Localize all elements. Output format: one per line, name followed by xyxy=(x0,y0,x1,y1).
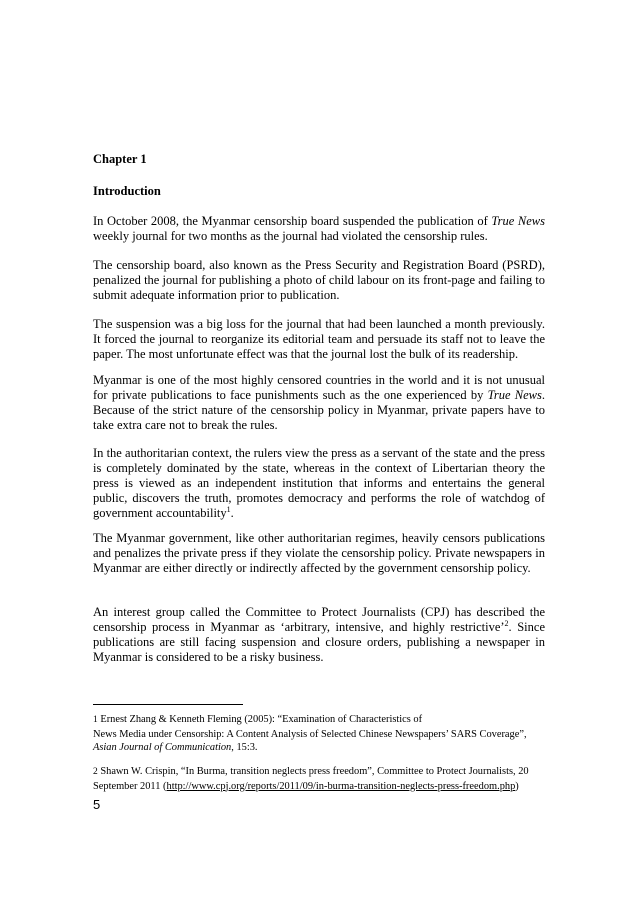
paragraph-4-emphasis: True News xyxy=(487,388,542,402)
paragraph-5 xyxy=(93,446,545,521)
paragraph-7-text-b: . Since publications are still facing suspension and closure orders, publishing a newspaper in Myanmar is considered to be a risky business. xyxy=(93,620,545,664)
paragraph-1-emphasis: True News xyxy=(491,214,545,228)
paragraph-3: The suspension was a big loss for the journal that had been launched a month previously. It forced the journal to reorganize its editorial team and persuade its staff not to leave the paper. The most unfortunate effect was that the journal lost the bulk of its readership. xyxy=(93,317,545,361)
paragraph-7-text-a: An interest group called the Committee to Protect Journalists (CPJ) has described the censorship process in Myanmar as ‘arbitrary, intensive, and highly restrictive’ xyxy=(93,605,545,634)
footnote-2-link[interactable]: http://www.cpj.org/reports/2011/09/in-burma-transition-neglects-press-freedom.php xyxy=(166,780,516,792)
paragraph-4-text-a: Myanmar is one of the most highly censored countries in the world and it is not unusual for private publications to face punishments such as the one experienced by xyxy=(93,373,545,402)
footnote-1-text-c: , 15:3. xyxy=(231,742,258,753)
paragraph-2: The censorship board, also known as the Press Security and Registration Board (PSRD), penalized the journal for publishing a photo of child labour on its front-page and failing to submit adequate information prior to publication. xyxy=(93,258,545,302)
paragraph-4-text-b: . Because of the strict nature of the censorship policy in Myanmar, private papers have to take extra care not to break the rules. xyxy=(93,388,545,432)
section-heading: Introduction xyxy=(93,184,161,198)
footnote-ref-1[interactable]: 1 xyxy=(226,504,231,514)
footnote-1-text-b: News Media under Censorship: A Content Analysis of Selected Chinese Newspapers’ SARS Coverage”, xyxy=(93,728,527,740)
footnote-2-number: 2 xyxy=(93,767,98,777)
paragraph-6: The Myanmar government, like other authoritarian regimes, heavily censors publications and penalizes the private press if they violate the censorship policy. Private newspapers in Myanmar are either directly or indirectly affected by the government censorship policy. xyxy=(93,531,545,575)
footnote-ref-2[interactable]: 2 xyxy=(504,618,509,628)
footnote-1 xyxy=(93,713,545,755)
chapter-label: Chapter 1 xyxy=(93,152,147,166)
paragraph-1-text-a: In October 2008, the Myanmar censorship board suspended the publication of xyxy=(93,214,492,228)
paragraph-5-text-b: . xyxy=(230,506,234,520)
footnote-1-number: 1 xyxy=(93,715,98,725)
footnote-2 xyxy=(93,765,545,793)
footnote-1-journal: Asian Journal of Communication xyxy=(93,742,232,753)
footnote-divider xyxy=(93,704,243,705)
paragraph-4 xyxy=(93,373,545,433)
footnote-1-text-a: Ernest Zhang & Kenneth Fleming (2005): “Examination of Characteristics of xyxy=(97,714,423,725)
footnote-2-text-b: ) xyxy=(515,780,519,792)
paragraph-7 xyxy=(93,605,545,665)
paragraph-1-text-b: weekly journal for two months as the journal had violated the censorship rules. xyxy=(93,229,488,243)
page-number: 5 xyxy=(93,797,101,812)
paragraph-5-text-a: In the authoritarian context, the rulers view the press as a servant of the state and the press is completely dominated by the state, whereas in the context of Libertarian theory the press is viewed as an independent institution that informs and entertains the general public, discovers the truth, promotes democracy and performs the role of watchdog of government accountability xyxy=(93,446,545,520)
paragraph-1 xyxy=(93,214,545,244)
footnote-2-text-a: Shawn W. Crispin, “In Burma, transition neglects press freedom”, Committee to Protect Journalists, 20 September 2011 ( xyxy=(93,766,529,792)
